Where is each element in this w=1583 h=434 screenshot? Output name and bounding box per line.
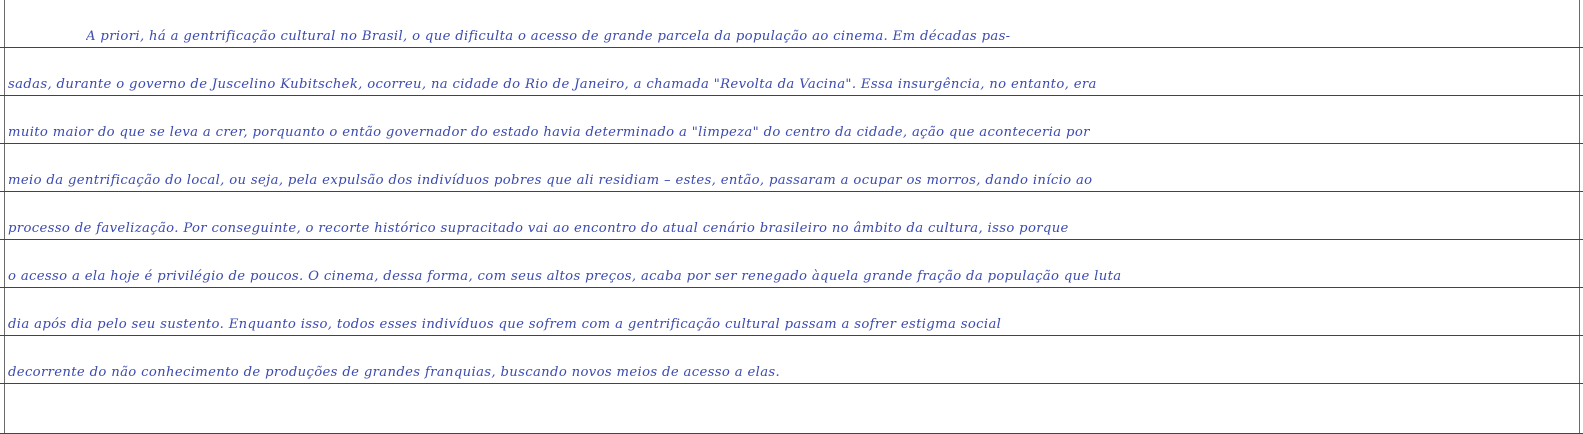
handwritten-line: processo de favelização. Por conseguinte, o recorte histórico supracitado vai ao encontro do atual cenário brasileiro no âmbito da cultura, isso porque bbox=[8, 221, 1069, 236]
ruled-line bbox=[0, 48, 1583, 96]
ruled-line bbox=[0, 240, 1583, 288]
ruled-line bbox=[0, 144, 1583, 192]
ruled-line bbox=[0, 0, 1583, 48]
ruled-line bbox=[0, 336, 1583, 384]
ruled-line bbox=[0, 384, 1583, 434]
handwritten-line: dia após dia pelo seu sustento. Enquanto isso, todos esses indivíduos que sofrem com a gentrificação cultural passam a sofrer estigma social bbox=[8, 317, 1002, 332]
handwritten-line: muito maior do que se leva a crer, porquanto o então governador do estado havia determinado a "limpeza" do centro da cidade, ação que aconteceria por bbox=[8, 125, 1090, 140]
handwritten-line: sadas, durante o governo de Juscelino Kubitschek, ocorreu, na cidade do Rio de Janeiro, a chamada "Revolta da Vacina". Essa insurgência, no entanto, era bbox=[8, 77, 1097, 92]
handwritten-line: o acesso a ela hoje é privilégio de poucos. O cinema, dessa forma, com seus altos preços, acaba por ser renegado àquela grande fração da população que luta bbox=[8, 269, 1122, 284]
handwritten-line: meio da gentrificação do local, ou seja, pela expulsão dos indivíduos pobres que ali residiam – estes, então, passaram a ocupar os morros, dando início ao bbox=[8, 173, 1093, 188]
ruled-line bbox=[0, 96, 1583, 144]
handwritten-line: A priori, há a gentrificação cultural no Brasil, o que dificulta o acesso de grande parcela da população ao cinema. Em décadas pas- bbox=[86, 29, 1011, 44]
ruled-line bbox=[0, 288, 1583, 336]
handwritten-line: decorrente do não conhecimento de produções de grandes franquias, buscando novos meios de acesso a elas. bbox=[8, 365, 781, 380]
ruled-line bbox=[0, 192, 1583, 240]
